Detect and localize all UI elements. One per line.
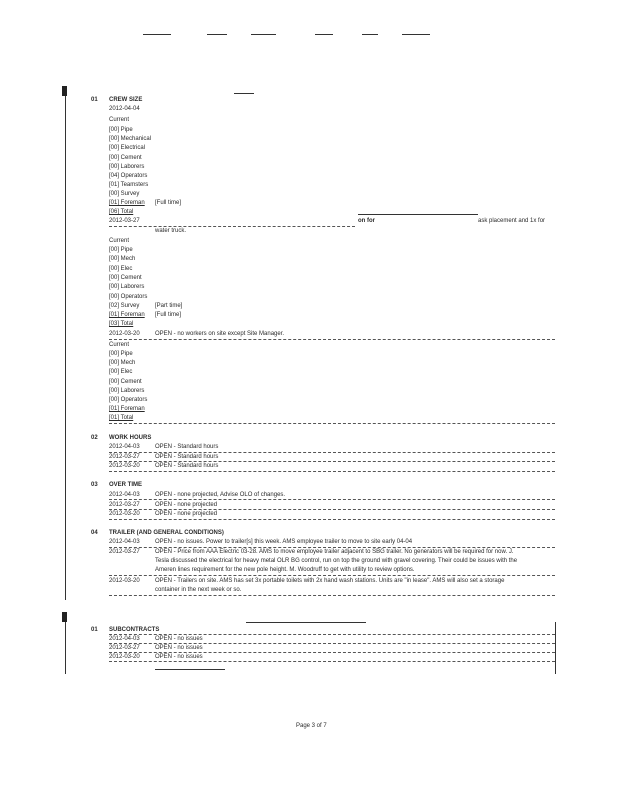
entry-text: OPEN - no issues [155,636,203,642]
entry-rule [109,226,355,227]
crew-note: [Full time] [155,200,182,206]
header-rule-6 [402,34,430,35]
crew-line: [00] Laborers [109,164,145,170]
entry-text: OPEN - none projected [155,502,218,508]
crew-line: [00] Survey [109,191,140,197]
crew-note: [Full time] [155,312,182,318]
entry-date: 2012-03-20 [109,654,140,660]
crew-line: [00] Cement [109,275,142,281]
header-rule-1 [143,34,171,35]
entry-text: OPEN - no issues. Power to trailer[s] this week. AMS employee trailer to move to site early 04-04 [155,539,413,545]
entry-date: 2012-03-27 [109,502,140,508]
entry-text: OPEN - no issues [155,654,203,660]
crew-line: [01] Foreman [109,406,145,412]
crew-line: [00] Pipe [109,247,133,253]
crew-line: [00] Elec [109,266,133,272]
crew-line: [02] Survey [109,303,140,309]
crew-line: [00] Cement [109,379,142,385]
entry-text: ask placement and 1x for [478,218,546,224]
entry-date: 2012-03-20 [109,331,140,337]
entry-rule [109,339,555,340]
entry-date: 2012-03-27 [109,549,140,555]
header-rule-2 [207,34,227,35]
entry-text: OPEN - Standard hours [155,444,219,450]
crew-line: [00] Pipe [109,351,133,357]
entry-rule [109,661,555,662]
header-rule-3 [251,34,276,35]
entry-rule [109,423,555,424]
entry-rule [109,471,555,472]
section-title: OVER TIME [109,482,143,488]
box1-top-rule [234,93,254,94]
entry-date: 2012-03-20 [109,578,140,584]
crew-line: [00] Operators [109,294,148,300]
entry-text: Tesla discussed the electrical for heavy metal OLR BG control, run on top the ground with gravel covering. Their could be issues with the [155,558,518,564]
current-label: Current [109,342,130,348]
box1-left-border [65,96,66,600]
entry-date: 2012-03-27 [109,218,140,224]
crew-line: [00] Mech [109,360,136,366]
section-title: WORK HOURS [109,435,152,441]
entry-text: OPEN - Standard hours [155,463,219,469]
crew-line: [00] Electrical [109,145,146,151]
crew-total: [01] Total [109,415,134,421]
section-number: 01 [91,627,98,633]
entry-rule [109,499,555,500]
crew-line: [00] Mechanical [109,136,152,142]
crew-line: [00] Laborers [109,388,145,394]
section-marker-icon [62,612,67,622]
section-marker-icon [62,86,67,96]
entry-text: on for [358,218,375,224]
current-label: Current [109,238,130,244]
entry-date: 2012-04-03 [109,636,140,642]
crew-line: [00] Cement [109,155,142,161]
section-title: TRAILER (AND GENERAL CONDITIONS) [109,530,224,536]
entry-text: Ameren lines requirement for the new pole height. M. Woodruff to get with utility to review options. [155,567,415,573]
section-number: 02 [91,435,98,441]
crew-line: [04] Operators [109,173,148,179]
entry-date: 2012-03-20 [109,463,140,469]
entry-text: OPEN - Standard hours [155,454,219,460]
header-rule-5 [362,34,378,35]
entry-rule [109,519,555,520]
entry-date: 2012-04-03 [109,444,140,450]
box2-bottom-rule [155,669,225,670]
crew-line: [00] Pipe [109,127,133,133]
crew-line: [00] Elec [109,369,133,375]
crew-line: [00] Operators [109,397,148,403]
section-number: 01 [91,97,98,103]
entry-text: OPEN - Trailers on site. AMS has set 3x portable toilets with 2x hand wash stations. Units are "in lease". AMS will also set a storage [155,578,505,584]
entry-date: 2012-04-03 [109,492,140,498]
crew-line: [01] Foreman [109,200,145,206]
entry-date: 2012-03-27 [109,454,140,460]
entry-text: OPEN - no workers on site except Site Manager. [155,331,285,337]
crew-note: [Part time] [155,303,183,309]
entry-rule [109,575,555,576]
entry-rule [109,595,555,596]
current-label: Current [109,117,130,123]
section-title: SUBCONTRACTS [109,627,160,633]
entry-date: 2012-04-03 [109,539,140,545]
entry-text: OPEN - no issues [155,645,203,651]
entry-date: 2012-03-27 [109,645,140,651]
crew-line: [00] Mech [109,256,136,262]
section-number: 03 [91,482,98,488]
entry-text: container in the next week or so. [155,587,242,593]
header-rule-4 [315,34,333,35]
entry-date: 2012-03-20 [109,511,140,517]
box2-left-border [65,622,66,674]
entry-text: OPEN - none projected, Advise OLO of changes. [155,492,286,498]
box2-right-border [555,622,556,674]
section-number: 04 [91,530,98,536]
entry-rule [358,214,478,215]
crew-line: [00] Laborers [109,284,145,290]
entry-text: water truck. [155,228,187,234]
crew-total: [03] Total [109,321,134,327]
entry-date: 2012-04-04 [109,106,140,112]
entry-text: OPEN - none projected [155,511,218,517]
crew-total: [06] Total [109,209,134,215]
entry-text: OPEN - Price from AAA Electric 03-28. AMS to move employee trailer adjacent to SBG trailer. No generators will be required for now. J. [155,549,514,555]
crew-line: [01] Foreman [109,312,145,318]
page-number: Page 3 of 7 [296,723,327,729]
section-title: CREW SIZE [109,97,143,103]
box2-top-rule [246,622,366,623]
crew-line: [01] Teamsters [109,182,149,188]
